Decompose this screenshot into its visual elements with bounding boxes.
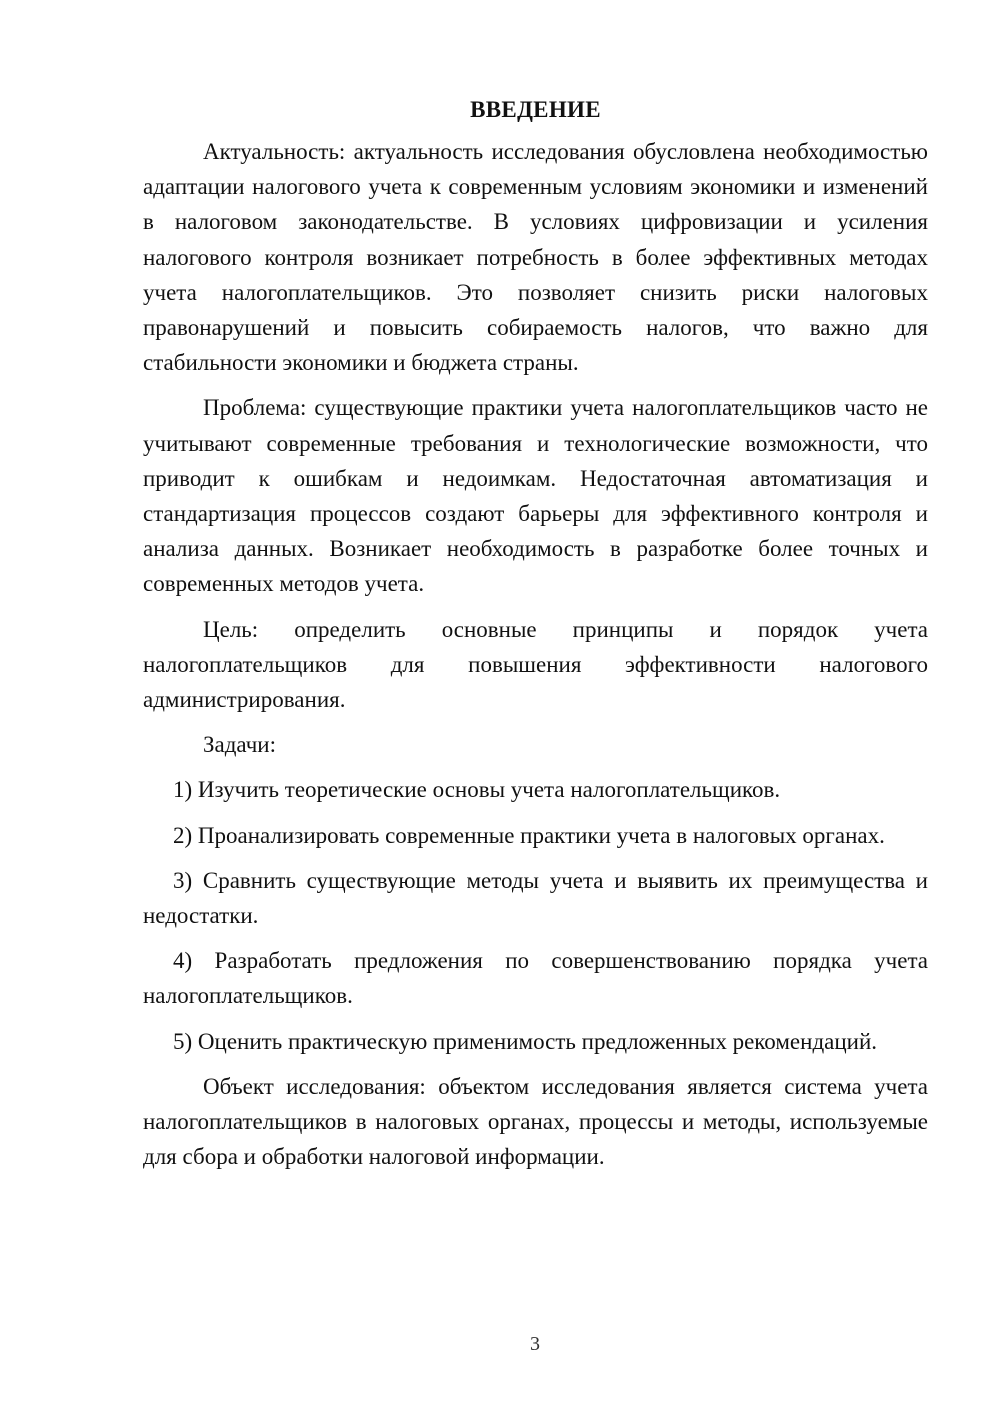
paragraph-problem: Проблема: существующие практики учета налогоплательщиков часто не учитывают современные требования и технологические возможности, что приводит к ошибкам и недоимкам. Недостаточная автоматизация и стандартизация процессов создают барьеры для эффективного контроля и анализа данных. Возникает необходимость в разработке более точных и современных методов учета. [143,395,928,597]
tasks-heading: Задачи: [203,732,276,758]
task-item-4: 4) Разработать предложения по совершенствованию порядка учета налогоплательщиков. [143,948,928,1009]
section-title: ВВЕДЕНИЕ [470,97,601,122]
task-item-1: 1) Изучить теоретические основы учета налогоплательщиков. [173,777,781,803]
page-content [143,90,928,1184]
paragraph-object: Объект исследования: объектом исследования является система учета налогоплательщиков в налоговых органах, процессы и методы, используемые для сбора и обработки налоговой информации. [143,1073,928,1170]
page-number: 3 [530,1333,540,1355]
paragraph-relevance: Актуальность: актуальность исследования обусловлена необходимостью адаптации налогового учета к современным условиям экономики и изменений в налоговом законодательстве. В условиях цифровизации и усиления налогового контроля возникает потребность в более эффективных методах учета налогоплательщиков. Это позволяет снизить риски налоговых правонарушений и повысить собираемость налогов, что важно для стабильности экономики и бюджета страны. [143,139,928,376]
paragraph-goal: Цель: определить основные принципы и порядок учета налогоплательщиков для повышения эффективности налогового администрирования. [143,616,928,713]
task-item-2: 2) Проанализировать современные практики учета в налоговых органах. [173,822,885,848]
task-item-3: 3) Сравнить существующие методы учета и выявить их преимущества и недостатки. [143,867,928,929]
task-item-5: 5) Оценить практическую применимость предложенных рекомендаций. [173,1028,878,1054]
